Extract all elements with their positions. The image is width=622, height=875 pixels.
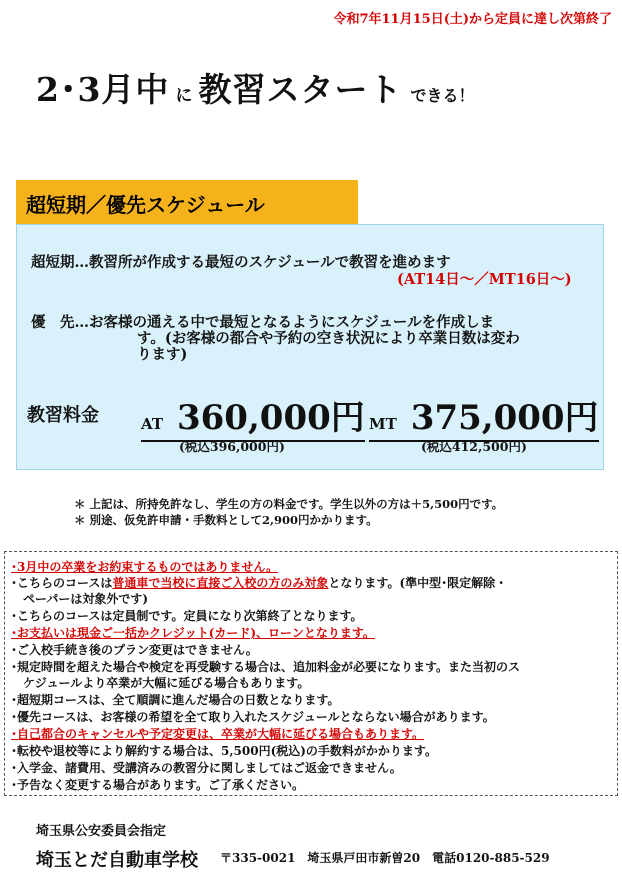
term-item: ･超短期コースは、全て順調に進んだ場合の日数となります。 (11, 693, 340, 707)
term-item: ･お支払いは現金ご一括かクレジット(カード)、ローンとなります。 (11, 626, 375, 640)
term-item: ･転校や退校等により解約する場合は、5,500円(税込)の手数料がかかります。 (11, 744, 437, 758)
term-item: ペーパーは対象外です) (23, 592, 149, 606)
term-item: ･こちらのコースは定員制です。定員になり次第終了となります。 (11, 609, 363, 623)
schedule-info-box (16, 224, 604, 470)
terms-box (4, 551, 618, 796)
fee-label: 教習料金 (27, 405, 99, 426)
schedule-tab-label: 超短期／優先スケジュール (26, 193, 265, 217)
at-price-value: 360,000円 (176, 398, 365, 438)
headline (36, 64, 474, 111)
term-highlight: 普通車で当校に直接ご入校の方のみ対象 (112, 576, 329, 590)
headline-trail: できる！ (410, 86, 475, 105)
term-item: ･3月中の卒業をお約束するものではありません。 (11, 560, 279, 574)
term-item: ･規定時間を超えた場合や検定を再受験する場合は、追加料金が必要になります。また当初のス (11, 660, 521, 674)
short-schedule-text: 超短期…教習所が作成する最短のスケジュールで教習を進めます (31, 254, 451, 271)
term-item: ･予告なく変更する場合があります。ご了承ください。 (11, 778, 305, 792)
term-item: ･自己都合のキャンセルや予定変更は、卒業が大幅に延びる場合もあります。 (11, 727, 425, 741)
headline-period: 2･3月中 (36, 70, 170, 109)
designation-text: 埼玉県公安委員会指定 (36, 824, 167, 839)
term-item: ･ご入校手続き後のプラン変更はできません。 (11, 643, 258, 657)
term-item (11, 576, 507, 590)
term-item: ケジュールより卒業が大幅に延びる場合もあります。 (23, 676, 310, 690)
term-text: ･こちらのコースは (11, 576, 113, 590)
at-tax-price: (税込396,000円) (179, 439, 285, 454)
term-item: ･優先コースは、お客様の希望を全て取り入れたスケジュールとならない場合があります。 (11, 710, 495, 724)
school-address: 〒335-0021 埼玉県戸田市新曽20 電話0120-885-529 (220, 851, 550, 865)
term-text: となります。(準中型･限定解除・ (328, 576, 508, 590)
campaign-notice: 令和7年11月15日(土)から定員に達し次第終了 (333, 12, 612, 27)
at-price (141, 390, 365, 442)
schedule-tab (16, 180, 358, 224)
mt-price-value: 375,000円 (410, 398, 599, 438)
priority-schedule-text-3: ります) (137, 346, 188, 363)
mt-tax-price: (税込412,500円) (421, 439, 527, 454)
short-schedule-days: (AT14日～／MT16日～) (397, 271, 572, 288)
term-item: ･入学金、諸費用、受講済みの教習分に関しましてはご返金できません。 (11, 761, 402, 775)
priority-schedule-text-2: す。(お客様の都合や予約の空き状況により卒業日数は変わ (137, 330, 520, 347)
headline-start: 教習スタート (198, 70, 403, 109)
mt-label: MT (369, 415, 397, 433)
mt-price (369, 390, 599, 442)
footnote-permit: ＊ 別途、仮免許申請・手数料として2,900円かかります。 (74, 513, 378, 527)
priority-schedule-text-1: 優 先…お客様の通える中で最短となるようにスケジュールを作成しま (31, 314, 495, 331)
school-name: 埼玉とだ自動車学校 (36, 850, 198, 871)
at-label: AT (141, 415, 163, 433)
headline-particle: に (175, 86, 193, 106)
footnote-fee: ＊ 上記は、所持免許なし、学生の方の料金です。学生以外の方は＋5,500円です。 (74, 497, 504, 511)
